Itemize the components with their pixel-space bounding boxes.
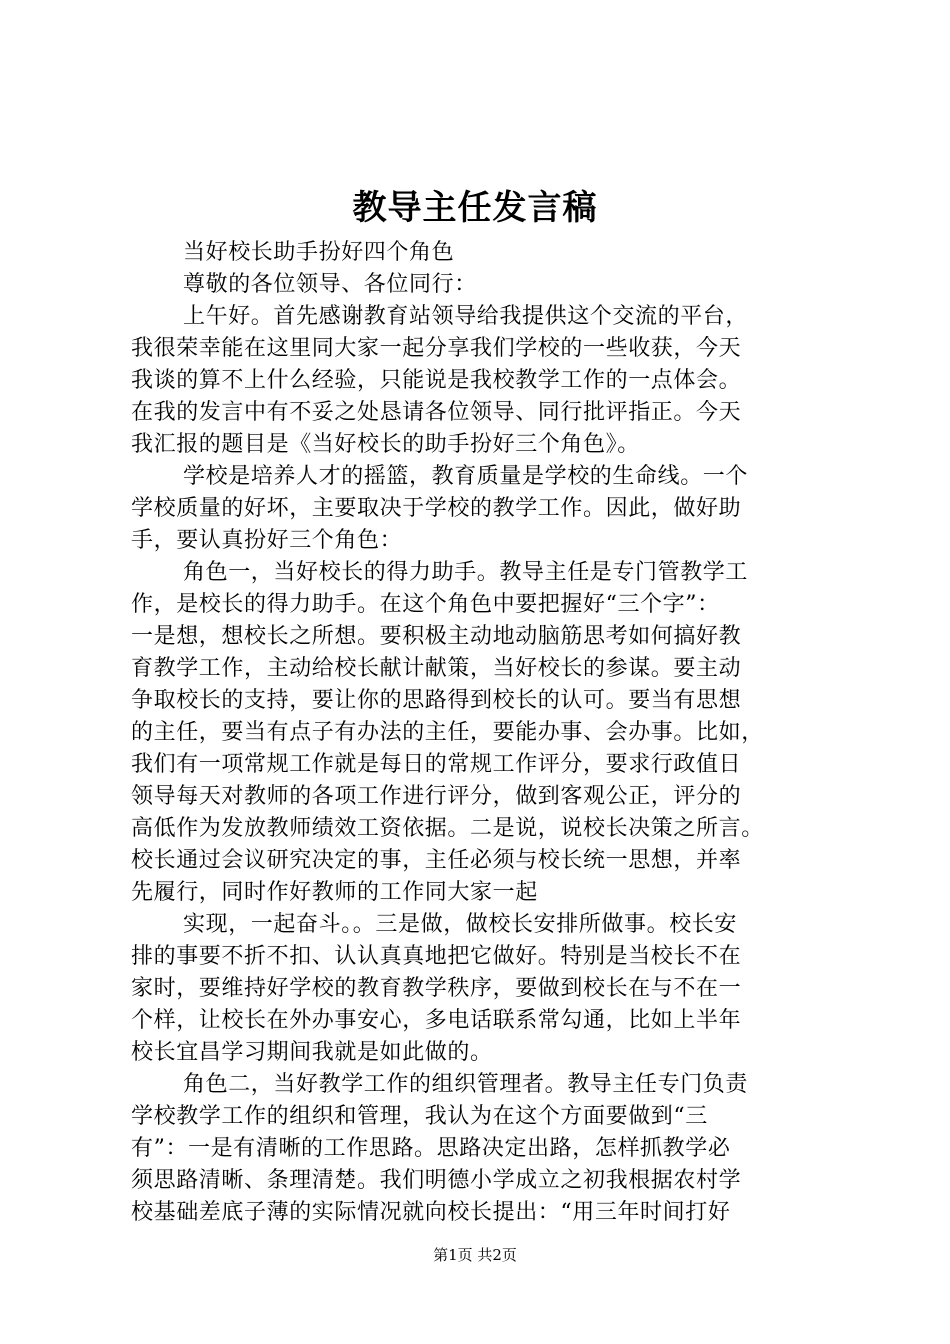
body-line: 排的事要不折不扣、认认真真地把它做好。特别是当校长不在 — [131, 944, 742, 969]
body-line: 须思路清晰、条理清楚。我们明德小学成立之初我根据农村学 — [131, 1168, 742, 1193]
body-line: 尊敬的各位领导、各位同行： — [183, 272, 477, 297]
body-line: 争取校长的支持，要让你的思路得到校长的认可。要当有思想 — [131, 688, 742, 713]
body-line: 当好校长助手扮好四个角色 — [183, 240, 455, 265]
body-line: 育教学工作，主动给校长献计献策，当好校长的参谋。要主动 — [131, 656, 742, 681]
body-line: 校长通过会议研究决定的事，主任必须与校长统一思想，并率 — [131, 848, 742, 873]
body-line: 校长宜昌学习期间我就是如此做的。 — [131, 1040, 493, 1065]
body-line: 角色一，当好校长的得力助手。教导主任是专门管教学工 — [183, 560, 749, 585]
page-footer: 第1页 共2页 — [433, 1246, 517, 1264]
body-line: 实现，一起奋斗。。三是做，做校长安排所做事。校长安 — [183, 912, 738, 937]
body-line: 一是想，想校长之所想。要积极主动地动脑筋思考如何搞好教 — [131, 624, 742, 649]
body-line: 高低作为发放教师绩效工资依据。二是说，说校长决策之所言。 — [131, 816, 764, 841]
body-line: 校基础差底子薄的实际情况就向校长提出：“用三年时间打好 — [131, 1200, 731, 1225]
body-line: 手，要认真扮好三个角色： — [131, 528, 403, 553]
document-title: 教导主任发言稿 — [352, 188, 598, 228]
body-line: 个样，让校长在外办事安心，多电话联系常勾通，比如上半年 — [131, 1008, 742, 1033]
body-line: 角色二，当好教学工作的组织管理者。教导主任专门负责 — [183, 1072, 749, 1097]
body-line: 作，是校长的得力助手。在这个角色中要把握好“三个字”： — [131, 592, 720, 617]
body-line: 我们有一项常规工作就是每日的常规工作评分，要求行政值日 — [131, 752, 742, 777]
body-line: 学校质量的好坏，主要取决于学校的教学工作。因此，做好助 — [131, 496, 742, 521]
body-line: 我汇报的题目是《当好校长的助手扮好三个角色》。 — [131, 432, 640, 457]
body-line: 学校教学工作的组织和管理，我认为在这个方面要做到“三 — [131, 1104, 708, 1129]
body-line: 家时，要维持好学校的教育教学秩序，要做到校长在与不在一 — [131, 976, 742, 1001]
body-line: 我很荣幸能在这里同大家一起分享我们学校的一些收获，今天 — [131, 336, 742, 361]
body-line: 上午好。首先感谢教育站领导给我提供这个交流的平台， — [183, 304, 749, 329]
body-line: 在我的发言中有不妥之处恳请各位领导、同行批评指正。今天 — [131, 400, 742, 425]
body-line: 有”：一是有清晰的工作思路。思路决定出路，怎样抓教学必 — [131, 1136, 731, 1161]
body-line: 领导每天对教师的各项工作进行评分，做到客观公正，评分的 — [131, 784, 742, 809]
body-line: 的主任，要当有点子有办法的主任，要能办事、会办事。比如， — [131, 720, 764, 745]
body-line: 先履行，同时作好教师的工作同大家一起 — [131, 880, 538, 905]
body-line: 学校是培养人才的摇篮，教育质量是学校的生命线。一个 — [183, 464, 749, 489]
document-body — [131, 237, 831, 1229]
body-line: 我谈的算不上什么经验，只能说是我校教学工作的一点体会。 — [131, 368, 742, 393]
